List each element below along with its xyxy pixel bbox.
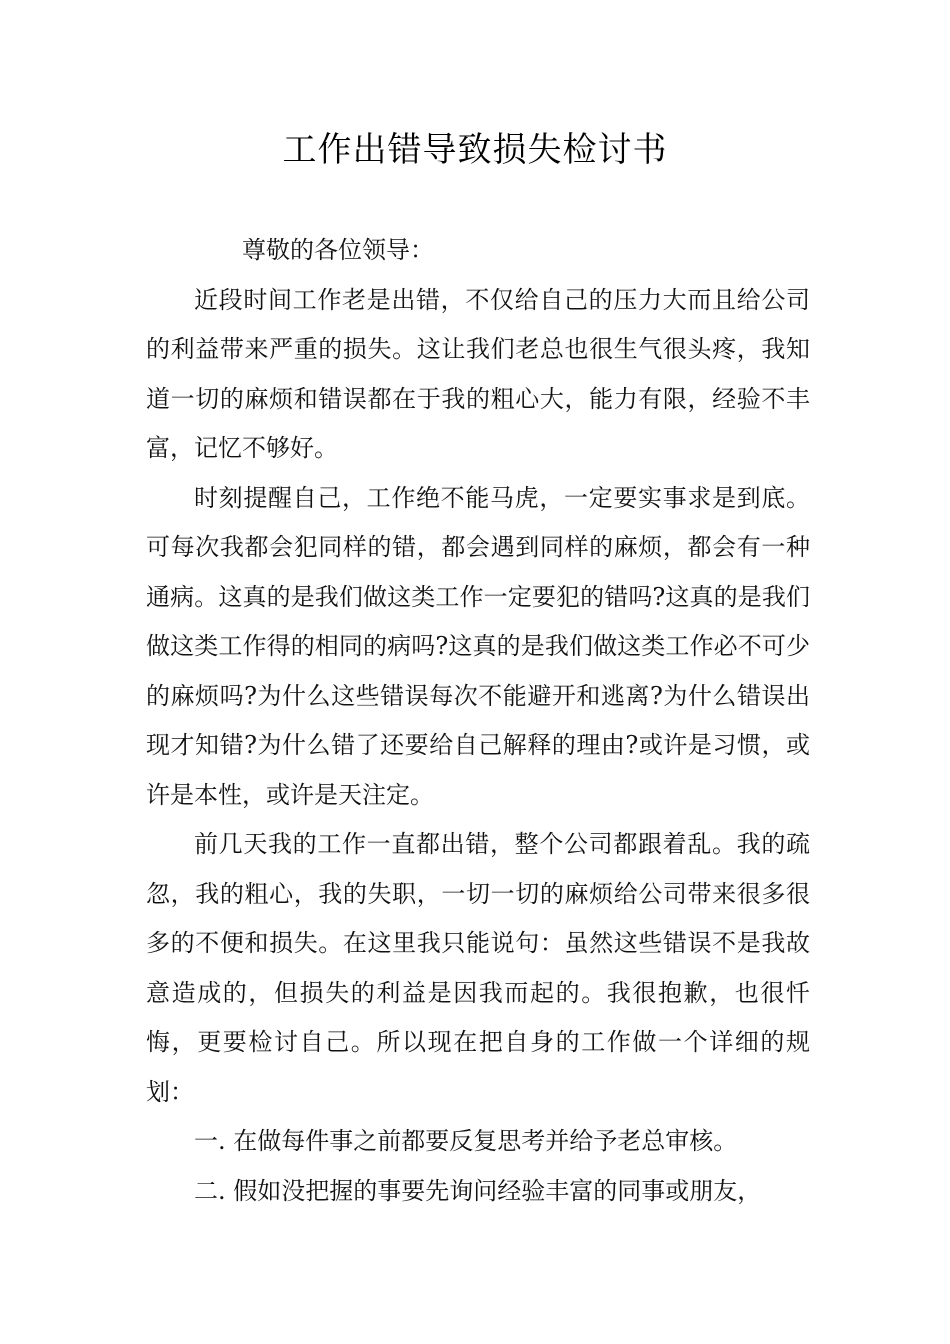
list-item-1: 一. 在做每件事之前都要反复思考并给予老总审核。 [194, 1127, 738, 1155]
salutation: 尊敬的各位领导： [242, 236, 434, 264]
list-item-2: 二. 假如没把握的事要先询问经验丰富的同事或朋友， [194, 1176, 762, 1205]
document-title: 工作出错导致损失检讨书 [282, 130, 668, 170]
paragraph-2: 时刻提醒自己，工作绝不能马虎，一定要实事求是到底。可每次我都会犯同样的错，都会遇到同样的麻烦，都会有一种通病。这真的是我们做这类工作一定要犯的错吗?这真的是我们做这类工作得的相同的病吗?这真的是我们做这类工作必不可少的麻烦吗?为什么这些错误每次不能避开和逃离?为什么错误出现才知错?为什么错了还要给自己解释的理由?或许是习惯，或许是本性，或许是天注定。 [146, 483, 810, 809]
paragraph-3: 前几天我的工作一直都出错，整个公司都跟着乱。我的疏忽，我的粗心，我的失职，一切一切的麻烦给公司带来很多很多的不便和损失。在这里我只能说句：虽然这些错误不是我故意造成的，但损失的利益是因我而起的。我很抱歉，也很忏悔，更要检讨自己。所以现在把自身的工作做一个详细的规划： [146, 830, 810, 1106]
document-body [146, 226, 810, 1216]
paragraph-1: 近段时间工作老是出错，不仅给自己的压力大而且给公司的利益带来严重的损失。这让我们老总也很生气很头疼，我知道一切的麻烦和错误都在于我的粗心大，能力有限，经验不丰富，记忆不够好。 [146, 285, 810, 462]
